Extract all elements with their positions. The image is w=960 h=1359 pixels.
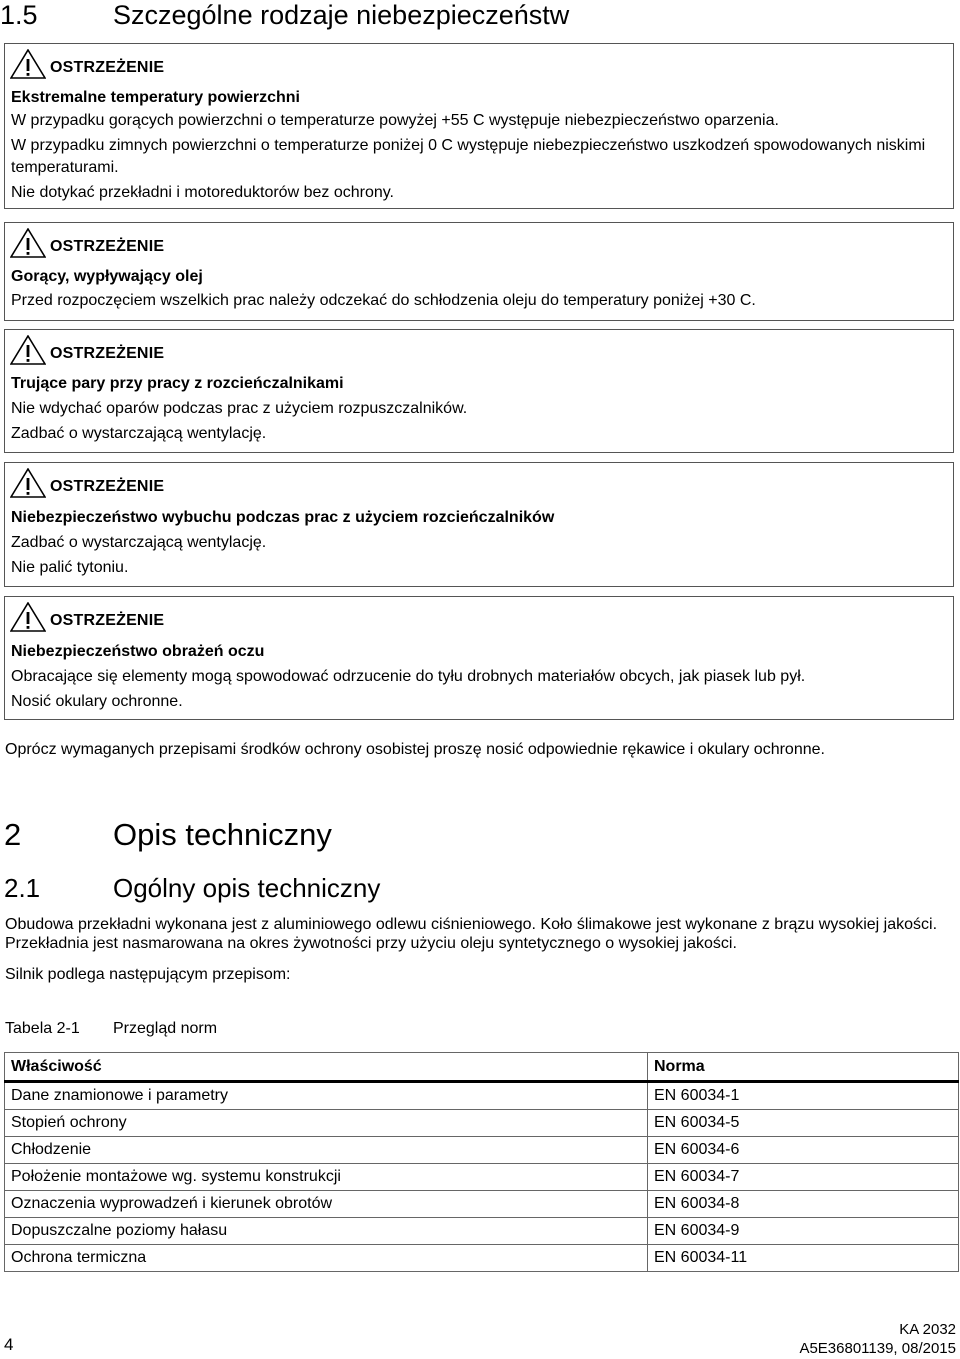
warning-line: Zadbać o wystarczającą wentylację. [11, 534, 267, 551]
warning-text [11, 666, 943, 716]
table-cell-standard: EN 60034-1 [648, 1082, 959, 1110]
column-header-property: Właściwość [5, 1053, 648, 1082]
section-number: 1.5 [0, 0, 38, 30]
column-header-standard: Norma [648, 1053, 959, 1082]
table-row [5, 1137, 959, 1164]
warning-triangle-icon [10, 228, 46, 258]
table-cell-property: Położenie montażowe wg. systemu konstrukcji [5, 1164, 648, 1191]
table-cell-standard: EN 60034-8 [648, 1191, 959, 1218]
table-cell-standard: EN 60034-9 [648, 1218, 959, 1245]
table-cell-standard: EN 60034-11 [648, 1245, 959, 1272]
table-cell-property: Dopuszczalne poziomy hałasu [5, 1218, 648, 1245]
warning-signal-word: OSTRZEŻENIE [50, 612, 165, 629]
warning-signal-word: OSTRZEŻENIE [50, 345, 165, 362]
section-heading-2-1 [4, 872, 954, 904]
warning-line: Nie dotykać przekładni i motoreduktorów bez ochrony. [11, 184, 394, 201]
warning-title: Gorący, wypływający olej [11, 268, 203, 285]
table-cell-standard: EN 60034-7 [648, 1164, 959, 1191]
table-cell-property: Oznaczenia wyprowadzeń i kierunek obrotów [5, 1191, 648, 1218]
table-cell-standard: EN 60034-6 [648, 1137, 959, 1164]
section-title: Ogólny opis techniczny [113, 873, 381, 903]
table-row [5, 1218, 959, 1245]
warning-title: Niebezpieczeństwo wybuchu podczas prac z użyciem rozcieńczalników [11, 509, 555, 526]
page-number: 4 [4, 1335, 14, 1354]
warning-signal-word: OSTRZEŻENIE [50, 478, 165, 495]
warning-triangle-icon [10, 602, 46, 632]
warning-title: Niebezpieczeństwo obrażeń oczu [11, 643, 265, 660]
protective-equipment-note: Oprócz wymaganych przepisami środków ochrony osobistej proszę nosić odpowiednie rękawice i okulary ochronne. [5, 741, 825, 758]
document-code: KA 2032 [899, 1321, 956, 1338]
table-caption-label: Tabela 2-1 [5, 1020, 80, 1037]
table-caption-title: Przegląd norm [113, 1020, 218, 1037]
warning-triangle-icon [10, 335, 46, 365]
table-row [5, 1164, 959, 1191]
section-heading-1-5 [0, 0, 960, 30]
warning-text [11, 532, 943, 582]
table-cell-property: Chłodzenie [5, 1137, 648, 1164]
table-row [5, 1110, 959, 1137]
table-row [5, 1245, 959, 1272]
table-cell-standard: EN 60034-5 [648, 1110, 959, 1137]
warning-text [11, 110, 943, 207]
table-row [5, 1082, 959, 1110]
warning-line: Zadbać o wystarczającą wentylację. [11, 425, 267, 442]
section-title: Opis techniczny [113, 817, 332, 852]
table-header-row [5, 1053, 959, 1082]
warning-line: Obracające się elementy mogą spowodować odrzucenie do tyłu drobnych materiałów obcych, jak piasek lub pył. [11, 668, 806, 685]
warning-line: Nie wdychać oparów podczas prac z użyciem rozpuszczalników. [11, 400, 468, 417]
warning-line: W przypadku gorących powierzchni o temperaturze powyżej +55 C występuje niebezpieczeństwo oparzenia. [11, 112, 779, 129]
warning-box-hot-oil [4, 222, 954, 321]
document-footer [799, 1320, 956, 1358]
table-cell-property: Stopień ochrony [5, 1110, 648, 1137]
warning-line: Przed rozpoczęciem wszelkich prac należy odczekać do schłodzenia oleju do temperatury poniżej +30 C. [11, 292, 756, 309]
warning-box-toxic-vapors [4, 329, 954, 453]
technical-description: Obudowa przekładni wykonana jest z aluminiowego odlewu ciśnieniowego. Koło ślimakowe jest wykonane z brązu wysokiej jakości. Przekładnia jest nasmarowana na okres żywotności przy użyciu oleju syntetycznego o wysokiej jakości. [5, 916, 938, 952]
regulations-intro: Silnik podlega następującym przepisom: [5, 966, 291, 983]
warning-box-explosion [4, 462, 954, 587]
warning-box-eye-injury [4, 596, 954, 720]
warning-signal-word: OSTRZEŻENIE [50, 238, 165, 255]
table-cell-property: Ochrona termiczna [5, 1245, 648, 1272]
warning-line: Nosić okulary ochronne. [11, 693, 183, 710]
warning-line: W przypadku zimnych powierzchni o temperaturze poniżej 0 C występuje niebezpieczeństwo uszkodzeń spowodowanych niskimi temperaturami. [11, 137, 926, 176]
warning-title: Trujące pary przy pracy z rozcieńczalnikami [11, 375, 344, 392]
warning-triangle-icon [10, 468, 46, 498]
warning-text [11, 290, 943, 315]
warning-title: Ekstremalne temperatury powierzchni [11, 89, 300, 106]
document-id: A5E36801139, 08/2015 [799, 1340, 956, 1357]
warning-text [11, 398, 943, 448]
section-title: Szczególne rodzaje niebezpieczeństw [113, 0, 570, 30]
section-heading-2 [4, 815, 954, 855]
norms-table [4, 1052, 959, 1272]
warning-line: Nie palić tytoniu. [11, 559, 129, 576]
section-number: 2 [4, 817, 22, 852]
warning-signal-word: OSTRZEŻENIE [50, 59, 165, 76]
warning-box-surface-temperature [4, 43, 954, 209]
section-number: 2.1 [4, 873, 41, 903]
table-cell-property: Dane znamionowe i parametry [5, 1082, 648, 1110]
table-caption [5, 1019, 218, 1039]
table-row [5, 1191, 959, 1218]
warning-triangle-icon [10, 49, 46, 79]
